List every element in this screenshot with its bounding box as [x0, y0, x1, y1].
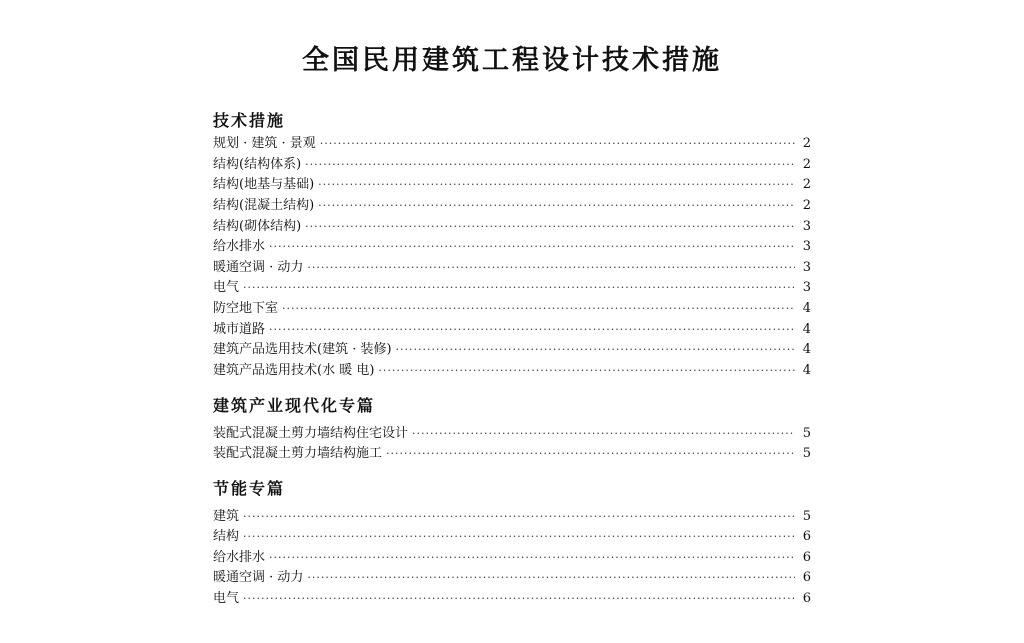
- toc-entry-label: 暖通空调 · 动力: [213, 260, 304, 275]
- toc-entry-page: 3: [802, 239, 811, 254]
- toc-entry-page: 5: [802, 426, 811, 441]
- section-heading: 节能专篇: [213, 479, 286, 498]
- toc-entry[interactable]: [213, 589, 811, 609]
- toc-entry[interactable]: [213, 568, 811, 588]
- toc-entry-label: 电气: [213, 280, 240, 295]
- toc-entry-label: 给水排水: [213, 550, 266, 565]
- toc-entry-page: 2: [802, 136, 811, 151]
- dot-leader: [305, 155, 795, 175]
- toc-entry-page: 3: [802, 219, 811, 234]
- dot-leader: [269, 320, 795, 340]
- toc-entry-label: 建筑: [213, 509, 240, 524]
- dot-leader: [307, 568, 795, 588]
- toc-entry-label: 结构(地基与基础): [213, 177, 315, 192]
- toc-entry-page: 4: [802, 301, 811, 316]
- toc-entry-label: 防空地下室: [213, 301, 279, 316]
- toc-entry-page: 4: [802, 363, 811, 378]
- dot-leader: [282, 299, 795, 319]
- toc-entry[interactable]: [213, 258, 811, 278]
- toc-entry-page: 5: [802, 446, 811, 461]
- toc-entry-page: 6: [802, 570, 811, 585]
- toc-entry-label: 建筑产品选用技术(建筑 · 装修): [213, 342, 392, 357]
- toc-entry[interactable]: [213, 444, 811, 464]
- toc-entry[interactable]: [213, 507, 811, 527]
- dot-leader: [378, 361, 795, 381]
- toc-entry[interactable]: [213, 320, 811, 340]
- dot-leader: [386, 444, 795, 464]
- toc-entry-page: 3: [802, 280, 811, 295]
- dot-leader: [243, 589, 795, 609]
- toc-entry-label: 给水排水: [213, 239, 266, 254]
- toc-entry-page: 5: [802, 509, 811, 524]
- toc-entry-label: 暖通空调 · 动力: [213, 570, 304, 585]
- toc-entry-page: 4: [802, 322, 811, 337]
- toc-entry[interactable]: [213, 299, 811, 319]
- toc-entry-label: 电气: [213, 591, 240, 606]
- dot-leader: [412, 424, 795, 444]
- dot-leader: [307, 258, 795, 278]
- dot-leader: [318, 196, 795, 216]
- dot-leader: [305, 217, 795, 237]
- toc-entry[interactable]: [213, 175, 811, 195]
- toc-entry-page: 3: [802, 260, 811, 275]
- toc-entry-label: 规划 · 建筑 · 景观: [213, 136, 316, 151]
- dot-leader: [396, 340, 795, 360]
- toc-entry-page: 2: [802, 177, 811, 192]
- toc-entry-label: 建筑产品选用技术(水 暖 电): [213, 363, 375, 378]
- document-title: 全国民用建筑工程设计技术措施: [302, 45, 722, 76]
- toc-entry[interactable]: [213, 278, 811, 298]
- toc-entry[interactable]: [213, 155, 811, 175]
- dot-leader: [320, 134, 795, 154]
- toc-entry-label: 装配式混凝土剪力墙结构施工: [213, 446, 383, 461]
- toc-entry-label: 结构(砌体结构): [213, 219, 302, 234]
- dot-leader: [243, 507, 795, 527]
- dot-leader: [269, 237, 795, 257]
- toc-entry[interactable]: [213, 237, 811, 257]
- toc-entry-label: 结构(结构体系): [213, 157, 302, 172]
- toc-entry-page: 2: [802, 198, 811, 213]
- toc-entry[interactable]: [213, 340, 811, 360]
- dot-leader: [243, 527, 795, 547]
- toc-entry-page: 6: [802, 591, 811, 606]
- toc-entry[interactable]: [213, 196, 811, 216]
- toc-entry-label: 城市道路: [213, 322, 266, 337]
- dot-leader: [318, 175, 795, 195]
- toc-entry-label: 结构: [213, 529, 240, 544]
- toc-entry[interactable]: [213, 527, 811, 547]
- toc-entry-label: 装配式混凝土剪力墙结构住宅设计: [213, 426, 409, 441]
- toc-entry[interactable]: [213, 134, 811, 154]
- toc-entry[interactable]: [213, 424, 811, 444]
- toc-entry-page: 4: [802, 342, 811, 357]
- toc-entry-page: 6: [802, 529, 811, 544]
- toc-entry[interactable]: [213, 548, 811, 568]
- dot-leader: [269, 548, 795, 568]
- dot-leader: [243, 278, 795, 298]
- toc-entry[interactable]: [213, 217, 811, 237]
- toc-entry-page: 6: [802, 550, 811, 565]
- toc-entry-page: 2: [802, 157, 811, 172]
- toc-entry[interactable]: [213, 361, 811, 381]
- toc-entry-label: 结构(混凝土结构): [213, 198, 315, 213]
- section-heading: 建筑产业现代化专篇: [213, 396, 376, 415]
- section-heading: 技术措施: [213, 111, 286, 130]
